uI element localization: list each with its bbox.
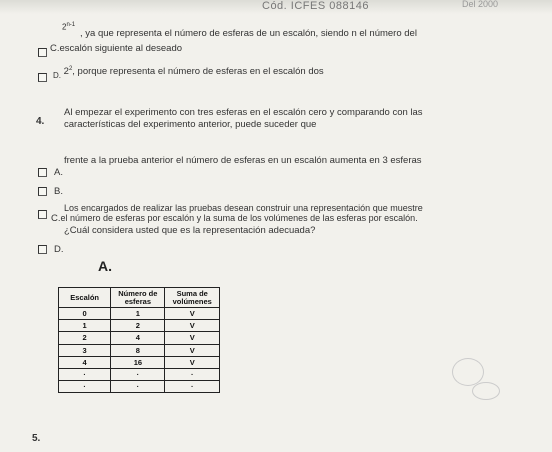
table-row <box>59 368 220 380</box>
option-d-base: 2 <box>63 66 69 78</box>
option-c-letter: C. <box>50 43 60 54</box>
table-row <box>59 320 220 332</box>
table-row <box>59 344 220 356</box>
q5-option-c-checkbox[interactable] <box>38 210 47 219</box>
question-4-number: 4. <box>36 116 45 127</box>
table-cell: 4 <box>59 356 111 368</box>
table-cell: 0 <box>59 308 111 320</box>
table-cell: · <box>59 381 111 393</box>
q4-option-a-letter: A. <box>54 167 63 178</box>
icfes-code: Cód. ICFES 088146 <box>262 0 369 12</box>
option-c-expression: 2$^{n-1}$ <box>62 22 76 32</box>
table-cell: 2 <box>59 332 111 344</box>
table-cell: 1 <box>111 308 165 320</box>
q5-stem-line1: Los encargados de realizar las pruebas desean construir una representación que muestre <box>64 203 423 213</box>
table-cell: V <box>165 356 220 368</box>
table-row <box>59 308 220 320</box>
year-label: Del 2000 <box>462 0 499 9</box>
table-cell: V <box>165 320 220 332</box>
table-cell: 16 <box>111 356 165 368</box>
table-cell: 2 <box>111 320 165 332</box>
table-cell: · <box>165 368 220 380</box>
table-cell: 8 <box>111 344 165 356</box>
table-cell: · <box>165 381 220 393</box>
option-a-checkbox[interactable] <box>38 168 47 177</box>
q5-option-c-letter: C. <box>51 213 61 224</box>
table-cell: 3 <box>59 344 111 356</box>
table-cell: · <box>111 381 165 393</box>
q4-option-b-letter: B. <box>54 186 63 197</box>
option-d-letter: D. <box>53 71 61 81</box>
q3-option-c-row2 <box>50 43 182 54</box>
table-cell: · <box>111 368 165 380</box>
table-cell: 1 <box>59 320 111 332</box>
header-numero-esferas: Número de esferas <box>111 288 165 308</box>
table-cell: V <box>165 332 220 344</box>
q5-option-d-checkbox[interactable] <box>38 245 47 254</box>
q4-option-a-text: frente a la prueba anterior el número de esferas en un escalón aumenta en 3 esferas <box>64 155 422 166</box>
bleed-through-mark <box>452 358 484 386</box>
q5-stem-line3: ¿Cuál considera usted que es la representación adecuada? <box>64 225 316 236</box>
question-5-number: 5. <box>32 433 41 444</box>
table-row <box>59 381 220 393</box>
header-suma-volumenes: Suma de volúmenes <box>165 288 220 308</box>
table-cell: V <box>165 344 220 356</box>
option-d-sup: 2 <box>68 66 73 72</box>
header-escalon: Escalón <box>59 288 111 308</box>
option-d-checkbox[interactable] <box>38 73 47 82</box>
q5-option-d-letter: D. <box>54 244 64 255</box>
option-b-checkbox[interactable] <box>38 187 47 196</box>
table-cell: V <box>165 308 220 320</box>
q5-option-a-label: A. <box>98 258 112 274</box>
q3-option-c-text-line1: , ya que representa el número de esferas de un escalón, siendo n el número del <box>80 28 417 39</box>
q5-stem-line2-row <box>51 213 418 224</box>
table-header-row <box>59 288 220 308</box>
q4-stem-line2: características del experimento anterior, puede suceder que <box>64 119 317 130</box>
option-d-text: , porque representa el número de esferas en el escalón dos <box>72 66 324 78</box>
q5-stem-line2: el número de esferas por escalón y la suma de los volúmenes de las esferas por escalón. <box>60 213 418 223</box>
q4-stem-line1: Al empezar el experimento con tres esferas en el escalón cero y comparando con las <box>64 107 423 118</box>
table-cell: · <box>59 368 111 380</box>
q3-option-d-row <box>53 66 324 81</box>
table-cell: 4 <box>111 332 165 344</box>
bleed-through-mark <box>472 382 500 400</box>
esferas-table <box>58 287 220 393</box>
table-row <box>59 332 220 344</box>
option-c-checkbox[interactable] <box>38 48 47 57</box>
q3-option-c-text-line2: escalón siguiente al deseado <box>59 43 183 54</box>
table-row <box>59 356 220 368</box>
